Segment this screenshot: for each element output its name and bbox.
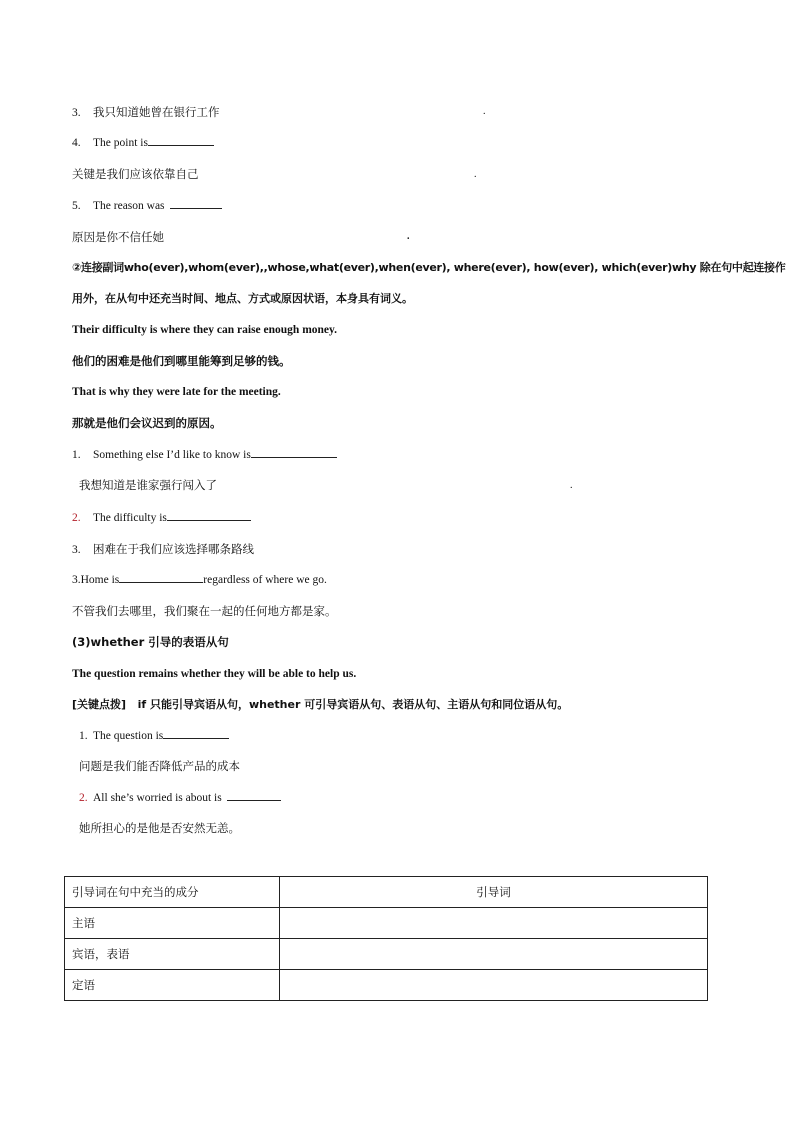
answer-blank[interactable] (170, 198, 222, 209)
table-row (65, 908, 708, 939)
item-number: 1. (79, 730, 88, 742)
answer-blank[interactable] (119, 572, 203, 583)
example-english: That is why they were late for the meeting. (72, 386, 281, 398)
chinese-prompt: 原因是你不信任她 (72, 230, 164, 244)
example-english: Their difficulty is where they can raise enough money. (72, 324, 338, 336)
english-prompt: Something else I’d like to know is (93, 449, 251, 461)
answer-blank[interactable] (251, 447, 337, 458)
english-prompt: All she’s worried is about is (93, 792, 222, 804)
item-number: 3. (72, 544, 81, 556)
chinese-prompt: 我只知道她曾在银行工作 (93, 105, 220, 119)
example-chinese: 他们的困难是他们到哪里能筹到足够的钱。 (72, 354, 291, 368)
sentence-period: . (407, 231, 410, 242)
chinese-prompt: 问题是我们能否降低产品的成本 (79, 759, 240, 773)
chinese-prompt-line (72, 229, 164, 245)
grammar-note-continued (72, 291, 413, 307)
grammar-note-text: 用外，在从句中还充当时间、地点、方式或原因状语，本身具有词义。 (72, 292, 413, 305)
english-prompt: The reason was (93, 200, 165, 212)
chinese-prompt-line (79, 820, 240, 836)
connective-role-table (64, 876, 708, 1001)
table-cell-answer[interactable] (280, 970, 708, 1001)
example-chinese: 那就是他们会议迟到的原因。 (72, 416, 222, 430)
exercise-3-line (72, 104, 220, 121)
exercise-2-line (72, 510, 251, 526)
exercise-1-line (79, 728, 229, 744)
english-prompt: 3.Home is (72, 574, 120, 586)
chinese-prompt-line (72, 603, 337, 619)
table-cell-role: 宾语，表语 (65, 939, 280, 970)
item-number: 5. (72, 200, 81, 212)
english-prompt: The question is (93, 730, 164, 742)
example-translation (72, 353, 291, 369)
grammar-note-text: ②连接副词who(ever),whom(ever),,whose,what(ever),when(ever), where(ever), how(ever), which(ever)why 除在句中起连接作 (72, 261, 786, 274)
exercise-home-line (72, 572, 327, 588)
sentence-period: . (483, 106, 486, 117)
table-cell-answer[interactable] (280, 939, 708, 970)
table-cell-answer[interactable] (280, 908, 708, 939)
english-prompt-end: regardless of where we go. (203, 574, 327, 586)
table-header-cell: 引导词 (280, 877, 708, 908)
table-row (65, 970, 708, 1001)
key-point-tag: [关键点拨] (72, 698, 127, 711)
answer-blank[interactable] (227, 790, 281, 801)
chinese-prompt-line (79, 758, 240, 774)
table-cell-role: 主语 (65, 908, 280, 939)
answer-blank[interactable] (148, 135, 214, 146)
sentence-period: . (474, 169, 477, 180)
chinese-prompt: 关键是我们应该依靠自己 (72, 167, 199, 181)
exercise-1-line (72, 447, 337, 463)
english-prompt: The point is (93, 137, 148, 149)
item-number: 2. (72, 512, 81, 524)
exercise-4-line (72, 135, 214, 151)
exercise-2-line (79, 790, 281, 806)
example-sentence (72, 666, 356, 682)
section-heading (72, 634, 229, 650)
answer-blank[interactable] (163, 728, 229, 739)
chinese-prompt: 困难在于我们应该选择哪条路线 (93, 542, 254, 556)
chinese-prompt-line (79, 477, 217, 493)
table-header-row (65, 877, 708, 908)
chinese-prompt-line (72, 166, 199, 182)
sentence-period: . (570, 480, 573, 491)
example-sentence (72, 322, 337, 338)
exercise-5-line (72, 198, 222, 214)
key-point-note (72, 697, 568, 713)
section-title: (3)whether 引导的表语从句 (72, 635, 229, 649)
table-header-cell: 引导词在句中充当的成分 (65, 877, 280, 908)
example-sentence (72, 384, 281, 400)
example-english: The question remains whether they will be able to help us. (72, 668, 357, 680)
english-prompt: The difficulty is (93, 512, 167, 524)
table-row (65, 939, 708, 970)
chinese-prompt: 她所担心的是他是否安然无恙。 (79, 821, 240, 835)
chinese-prompt: 我想知道是谁家强行闯入了 (79, 478, 217, 492)
chinese-prompt: 不管我们去哪里，我们聚在一起的任何地方都是家。 (72, 604, 337, 618)
item-number: 4. (72, 137, 81, 149)
key-point-text: if 只能引导宾语从句，whether 可引导宾语从句、表语从句、主语从句和同位语从句。 (137, 698, 569, 711)
grammar-note-heading (72, 260, 785, 276)
answer-blank[interactable] (167, 510, 251, 521)
exercise-3-line (72, 541, 254, 558)
example-translation (72, 415, 222, 431)
item-number: 2. (79, 792, 88, 804)
item-number: 3. (72, 107, 81, 119)
table-cell-role: 定语 (65, 970, 280, 1001)
item-number: 1. (72, 449, 81, 461)
